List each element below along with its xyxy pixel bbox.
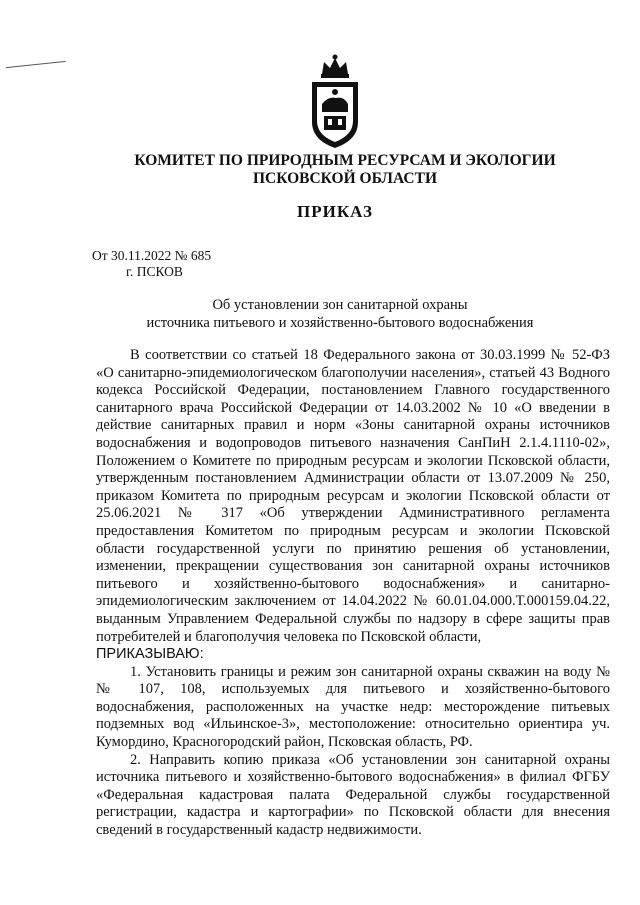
document-subject — [110, 296, 570, 332]
document-type: ПРИКАЗ — [297, 202, 373, 221]
order-item-2: 2. Направить копию приказа «Об установлении зон санитарной охраны источника питьевого и хозяйственно-бытового водоснабжения» в филиал ФГБУ «Федеральная кадастровая палата Федеральной службы государственной регистрации, кадастра и картографии» по Псковской области для внесения сведений в государственный кадастр недвижимости. — [96, 751, 610, 839]
order-item-1: 1. Установить границы и режим зон санитарной охраны скважин на воду №№ 107, 108, используемых для питьевого и хозяйственно-бытового водоснабжения, расположенных на участке недр: месторождение питьевых подземных вод «Ильинское-3», местоположение: относительно ориентира уч. Кумордино, Красногородский район, Псковская область, РФ. — [96, 663, 610, 751]
subject-line-2: источника питьевого и хозяйственно-бытового водоснабжения — [146, 315, 534, 331]
coat-of-arms-icon — [300, 52, 370, 152]
number-prefix: № — [174, 248, 188, 263]
date-prefix: От — [92, 248, 108, 263]
document-number: 685 — [190, 248, 212, 263]
org-line-2: ПСКОВСКОЙ ОБЛАСТИ — [252, 170, 437, 187]
subject-line-1: Об установлении зон санитарной охраны — [212, 297, 468, 313]
document-body — [96, 347, 610, 840]
order-word: ПРИКАЗЫВАЮ: — [96, 646, 204, 663]
preamble-paragraph: В соответствии со статьей 18 Федерального закона от 30.03.1999 № 52-ФЗ «О санитарно-эпидемиологическом благополучии населения», статьей 43 Водного кодекса Российской Федерации, постановлением Главного государственного санитарного врача Российской Федерации от 14.03.2002 № 10 «О введении в действие санитарных правил и норм «Зоны санитарной охраны источников водоснабжения и водопроводов питьевого назначения СанПиН 2.1.4.1110-02», Положением о Комитете по природным ресурсам и экологии Псковской области, утвержденным постановлением Администрации области от 13.07.2009 № 250, приказом Комитета по природным ресурсам и экологии Псковской области от 25.06.2021 № 317 «Об утверждении Административного регламента предоставления Комитетом по природным ресурсам и экологии Псковской области государственной услуги по принятию решения об установлении, изменении, прекращении существования зон санитарной охраны источников питьевого и хозяйственно-бытового водоснабжения» и санитарно-эпидемиологическим заключением от 14.04.2022 № 60.01.04.000.Т.000159.04.22, выданным Управлением Федеральной службы по надзору в сфере защиты прав потребителей и благополучия человека по Псковской области, — [96, 347, 610, 645]
date-number-line — [92, 248, 211, 264]
city: г. ПСКОВ — [126, 264, 183, 279]
organization-name — [110, 152, 580, 188]
scan-mark — [6, 61, 66, 70]
org-line-1: КОМИТЕТ ПО ПРИРОДНЫМ РЕСУРСАМ И ЭКОЛОГИИ — [134, 152, 556, 169]
document-date: 30.11.2022 — [111, 248, 172, 263]
